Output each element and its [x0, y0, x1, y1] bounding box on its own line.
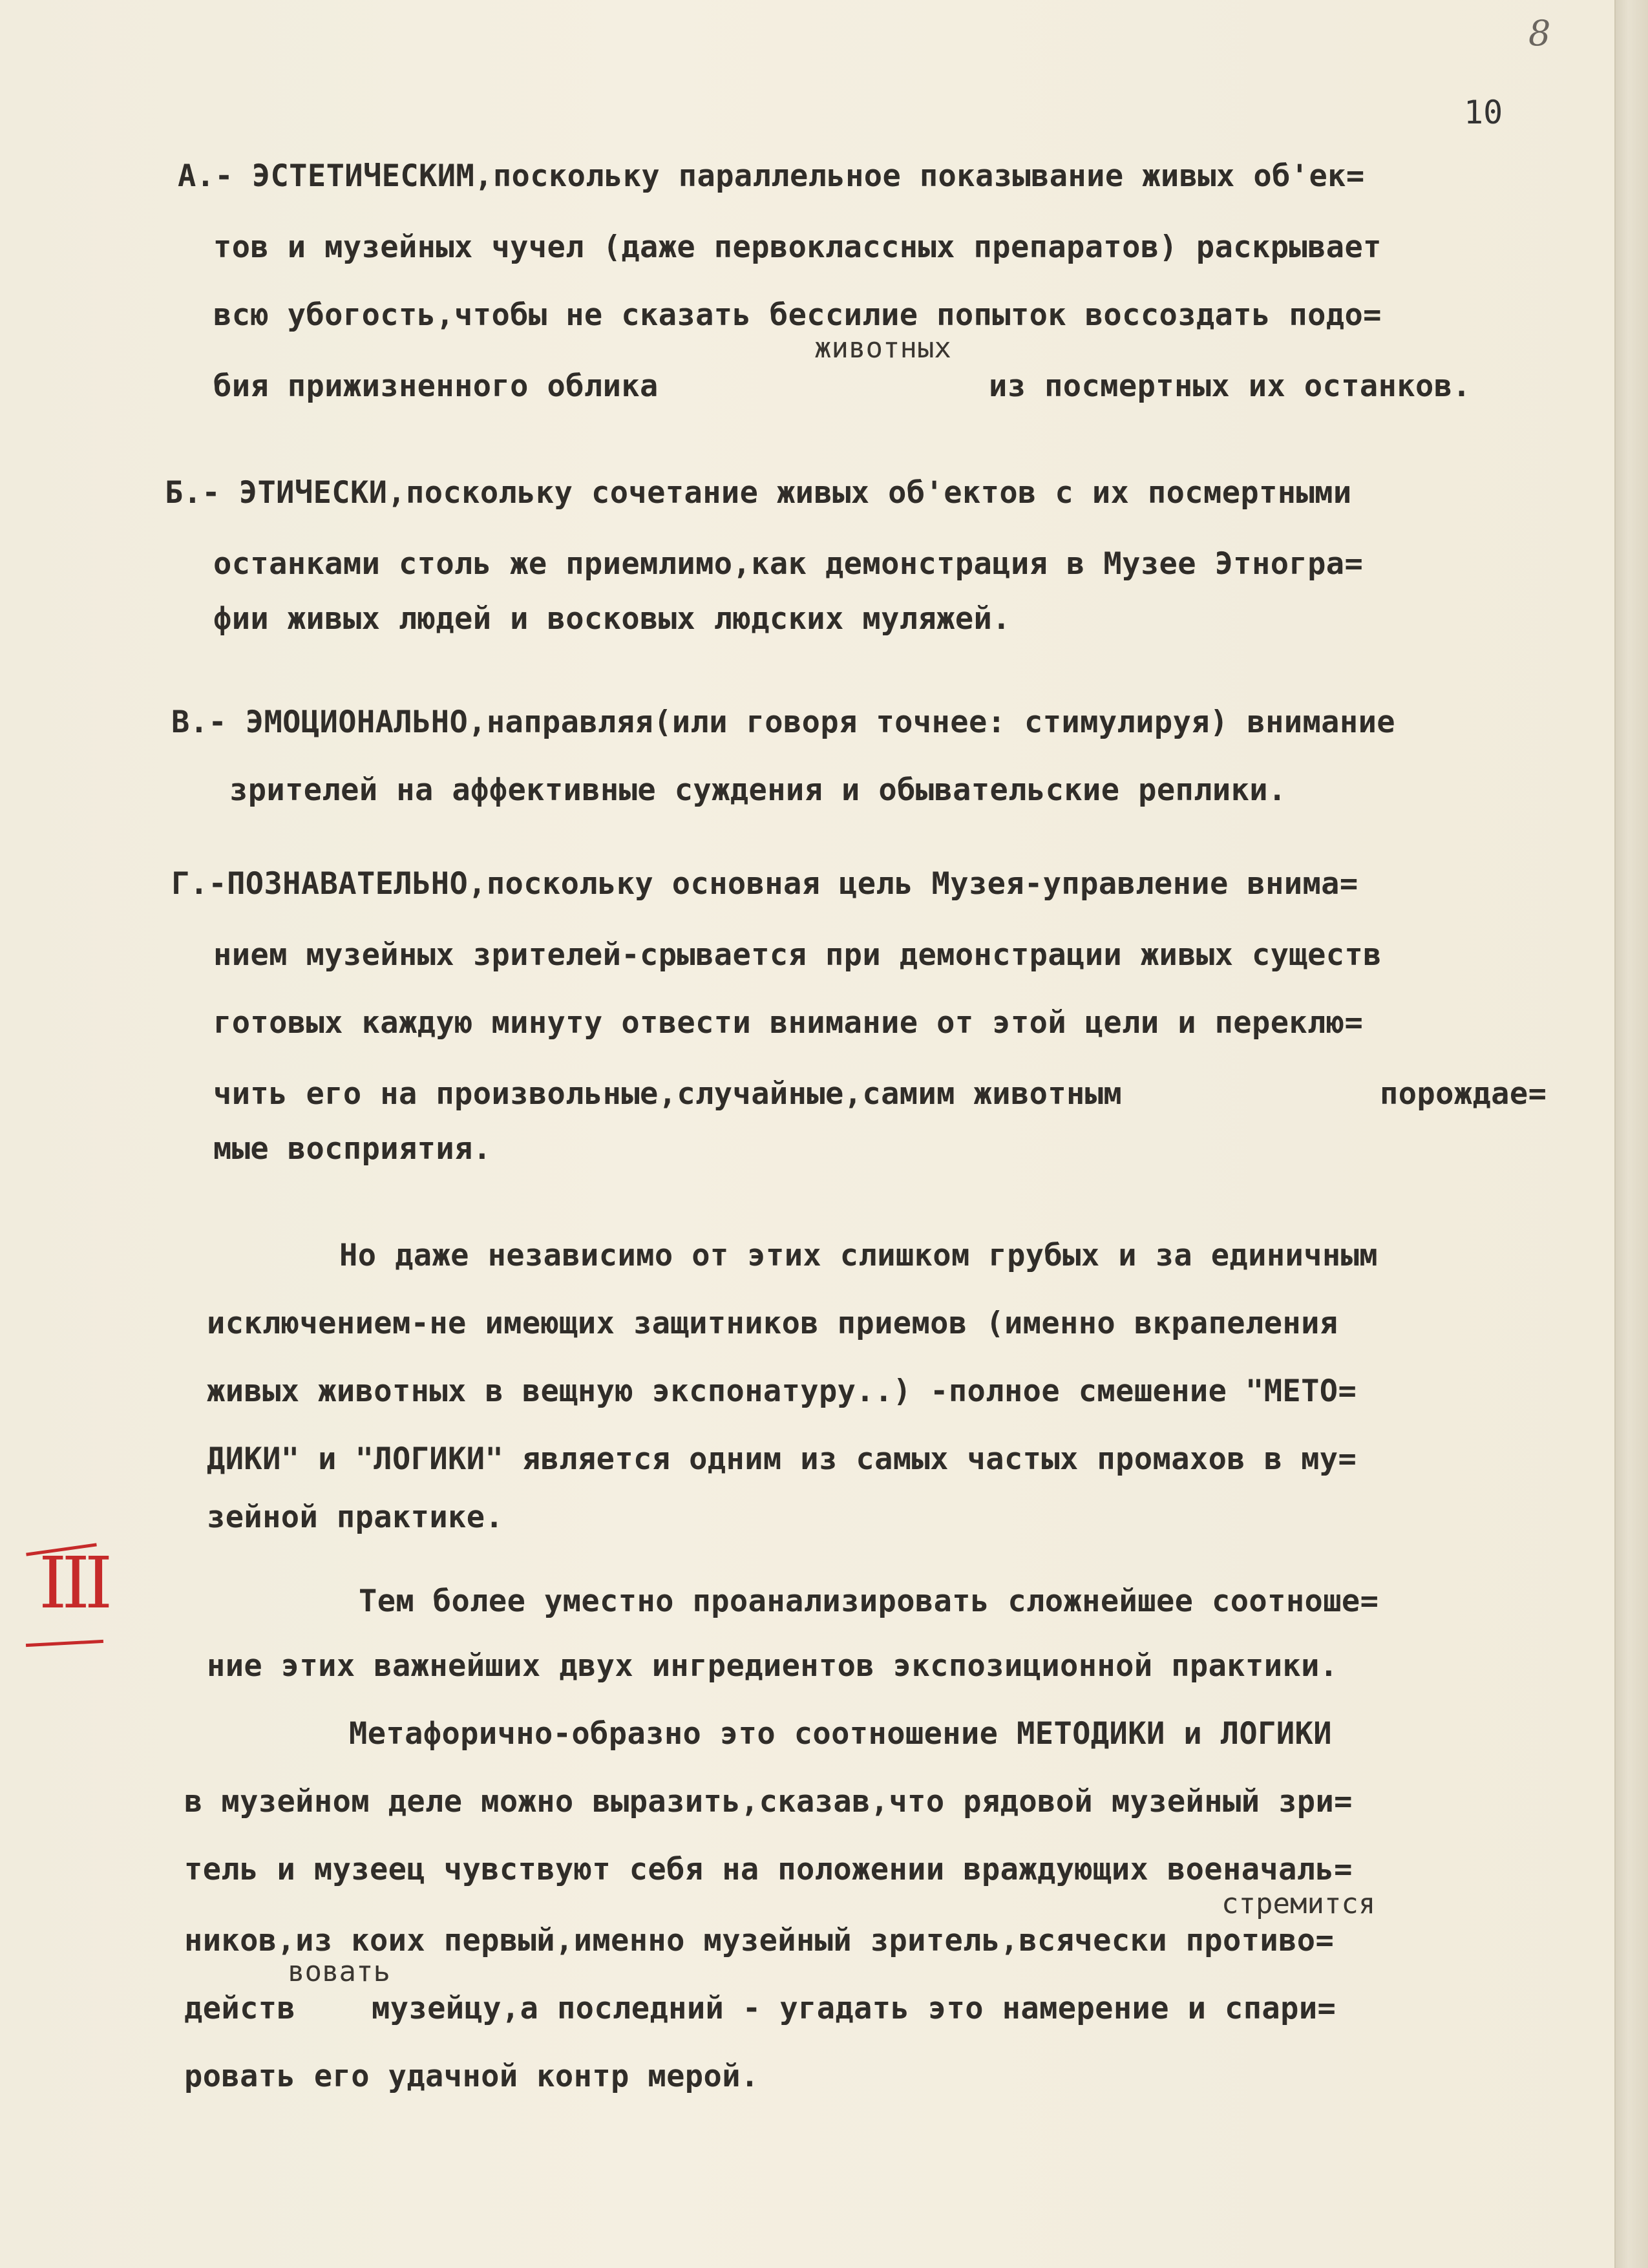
- text-line: из посмертных их останков.: [989, 368, 1472, 404]
- text-line: тов и музейных чучел (даже первоклассных препаратов) раскрывает: [213, 229, 1382, 265]
- red-margin-mark: III: [39, 1542, 108, 1624]
- text-line: зрителей на аффективные суждения и обывательские реплики.: [229, 772, 1287, 808]
- text-line: ровать его удачной контр мерой.: [184, 2059, 759, 2094]
- handwritten-folio-number: 8: [1528, 13, 1551, 54]
- typed-insertion: стремится: [1221, 1887, 1376, 1920]
- text-line: действ: [184, 1991, 296, 2026]
- text-line: фии живых людей и восковых людских муляжей.: [213, 601, 1011, 637]
- text-line: Но даже независимо от этих слишком грубых и за единичным: [339, 1238, 1378, 1273]
- text-line: живых животных в вещную экспонатуру..) -полное смешение "МЕТО=: [207, 1373, 1357, 1409]
- text-line: тель и музеец чувствуют себя на положении враждующих военачаль=: [184, 1852, 1353, 1887]
- text-line: мые восприятия.: [213, 1131, 492, 1167]
- text-line: порождае=: [1380, 1076, 1547, 1112]
- text-line: в музейном деле можно выразить,сказав,что рядовой музейный зри=: [184, 1784, 1353, 1819]
- typed-insertion: вовать: [288, 1955, 390, 1988]
- text-line: останками столь же приемлимо,как демонстрация в Музее Этногра=: [213, 546, 1364, 582]
- text-line: В.- ЭМОЦИОНАЛЬНО,направляя(или говоря точнее: стимулируя) внимание: [171, 705, 1395, 740]
- page-number: 10: [1464, 94, 1503, 131]
- text-line: готовых каждую минуту отвести внимание от этой цели и переклю=: [213, 1005, 1364, 1041]
- text-line: чить его на произвольные,случайные,самим животным: [213, 1076, 1123, 1112]
- text-line: ДИКИ" и "ЛОГИКИ" является одним из самых частых промахов в му=: [207, 1441, 1357, 1477]
- text-line: исключением-не имеющих защитников приемов (именно вкрапеления: [207, 1306, 1338, 1341]
- text-line: зейной практике.: [207, 1500, 504, 1535]
- text-line: Тем более уместно проанализировать сложнейшее соотноше=: [359, 1584, 1379, 1619]
- text-line: музейцу,а последний - угадать это намерение и спари=: [372, 1991, 1336, 2026]
- text-line: Б.- ЭТИЧЕСКИ,поскольку сочетание живых об'ектов с их посмертными: [165, 475, 1352, 511]
- typed-insertion: животных: [814, 332, 951, 365]
- text-line: ние этих важнейших двух ингредиентов экспозиционной практики.: [207, 1648, 1338, 1684]
- text-line: нием музейных зрителей-срывается при демонстрации живых существ: [213, 937, 1382, 973]
- text-line: А.- ЭСТЕТИЧЕСКИМ,поскольку параллельное показывание живых об'ек=: [178, 158, 1365, 194]
- text-line: всю убогость,чтобы не сказать бессилие попыток воссоздать подо=: [213, 297, 1382, 333]
- text-line: бия прижизненного облика: [213, 368, 659, 404]
- text-line: Г.-ПОЗНАВАТЕЛЬНО,поскольку основная цель Музея-управление внима=: [171, 866, 1358, 902]
- text-line: Метафорично-образно это соотношение МЕТОДИКИ и ЛОГИКИ: [349, 1716, 1332, 1752]
- text-line: ников,из коих первый,именно музейный зритель,всячески противо=: [184, 1923, 1335, 1958]
- page-edge: [1614, 0, 1648, 2268]
